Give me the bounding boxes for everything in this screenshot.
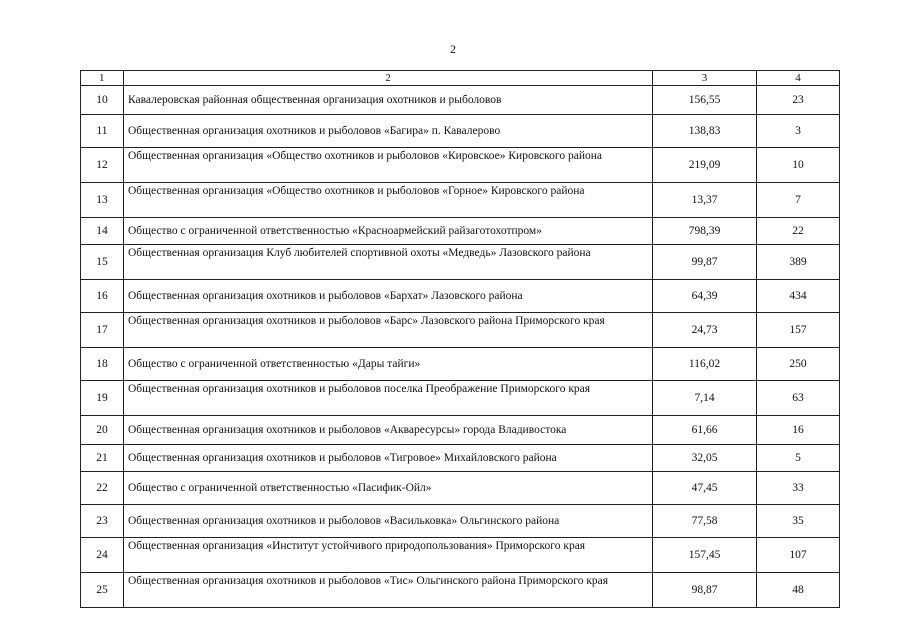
count-value: 16 (757, 416, 840, 445)
organization-name: Общественная организация охотников и рыболовов «Барс» Лазовского района Приморского края (124, 313, 653, 348)
organization-name: Общественная организация «Институт устойчивого природопользования» Приморского края (124, 538, 653, 573)
page-number: 2 (450, 42, 456, 56)
row-number: 11 (81, 115, 124, 148)
table-row (81, 218, 840, 245)
organization-name: Общественная организация охотников и рыболовов «Тис» Ольгинского района Приморского края (124, 573, 653, 608)
organization-name: Общество с ограниченной ответственностью «Красноармейский райзаготохотпром» (124, 218, 653, 245)
area-value: 157,45 (653, 538, 757, 573)
count-value: 3 (757, 115, 840, 148)
organization-name: Общество с ограниченной ответственностью «Пасифик-Ойл» (124, 472, 653, 505)
table-row (81, 348, 840, 381)
area-value: 156,55 (653, 86, 757, 115)
area-value: 77,58 (653, 505, 757, 538)
count-value: 22 (757, 218, 840, 245)
count-value: 48 (757, 573, 840, 608)
area-value: 138,83 (653, 115, 757, 148)
count-value: 23 (757, 86, 840, 115)
organization-name: Общественная организация охотников и рыболовов поселка Преображение Приморского края (124, 381, 653, 416)
count-value: 250 (757, 348, 840, 381)
table-row (81, 416, 840, 445)
area-value: 219,09 (653, 148, 757, 183)
area-value: 7,14 (653, 381, 757, 416)
area-value: 798,39 (653, 218, 757, 245)
row-number: 19 (81, 381, 124, 416)
row-number: 22 (81, 472, 124, 505)
organization-name: Общественная организация «Общество охотников и рыболовов «Кировское» Кировского района (124, 148, 653, 183)
area-value: 99,87 (653, 245, 757, 280)
count-value: 7 (757, 183, 840, 218)
row-number: 23 (81, 505, 124, 538)
organization-name: Общественная организация охотников и рыболовов «Акваресурсы» города Владивостока (124, 416, 653, 445)
count-value: 33 (757, 472, 840, 505)
row-number: 16 (81, 280, 124, 313)
organization-name: Общество с ограниченной ответственностью «Дары тайги» (124, 348, 653, 381)
table-row (81, 445, 840, 472)
area-value: 98,87 (653, 573, 757, 608)
count-value: 10 (757, 148, 840, 183)
column-header-name: 2 (124, 71, 653, 86)
row-number: 20 (81, 416, 124, 445)
row-number: 15 (81, 245, 124, 280)
column-header-number: 1 (81, 71, 124, 86)
organizations-table (80, 70, 840, 608)
table-row (81, 505, 840, 538)
table-row (81, 115, 840, 148)
table-row (81, 573, 840, 608)
column-header-area: 3 (653, 71, 757, 86)
count-value: 5 (757, 445, 840, 472)
organization-name: Кавалеровская районная общественная организация охотников и рыболовов (124, 86, 653, 115)
count-value: 107 (757, 538, 840, 573)
row-number: 12 (81, 148, 124, 183)
table-row (81, 381, 840, 416)
row-number: 13 (81, 183, 124, 218)
row-number: 10 (81, 86, 124, 115)
organization-name: Общественная организация охотников и рыболовов «Васильковка» Ольгинского района (124, 505, 653, 538)
table-row (81, 538, 840, 573)
organization-name: Общественная организация охотников и рыболовов «Багира» п. Кавалерово (124, 115, 653, 148)
table-row (81, 472, 840, 505)
organization-name: Общественная организация Клуб любителей спортивной охоты «Медведь» Лазовского района (124, 245, 653, 280)
count-value: 35 (757, 505, 840, 538)
area-value: 13,37 (653, 183, 757, 218)
count-value: 389 (757, 245, 840, 280)
area-value: 61,66 (653, 416, 757, 445)
row-number: 25 (81, 573, 124, 608)
count-value: 434 (757, 280, 840, 313)
row-number: 18 (81, 348, 124, 381)
area-value: 32,05 (653, 445, 757, 472)
organization-name: Общественная организация «Общество охотников и рыболовов «Горное» Кировского района (124, 183, 653, 218)
table-row (81, 148, 840, 183)
table-row (81, 280, 840, 313)
row-number: 14 (81, 218, 124, 245)
table-row (81, 313, 840, 348)
row-number: 24 (81, 538, 124, 573)
count-value: 63 (757, 381, 840, 416)
table-row (81, 183, 840, 218)
organization-name: Общественная организация охотников и рыболовов «Бархат» Лазовского района (124, 280, 653, 313)
table-row (81, 86, 840, 115)
table-row (81, 245, 840, 280)
row-number: 17 (81, 313, 124, 348)
area-value: 64,39 (653, 280, 757, 313)
area-value: 24,73 (653, 313, 757, 348)
row-number: 21 (81, 445, 124, 472)
organization-name: Общественная организация охотников и рыболовов «Тигровое» Михайловского района (124, 445, 653, 472)
area-value: 47,45 (653, 472, 757, 505)
column-header-count: 4 (757, 71, 840, 86)
area-value: 116,02 (653, 348, 757, 381)
table-header-row (81, 71, 840, 86)
count-value: 157 (757, 313, 840, 348)
